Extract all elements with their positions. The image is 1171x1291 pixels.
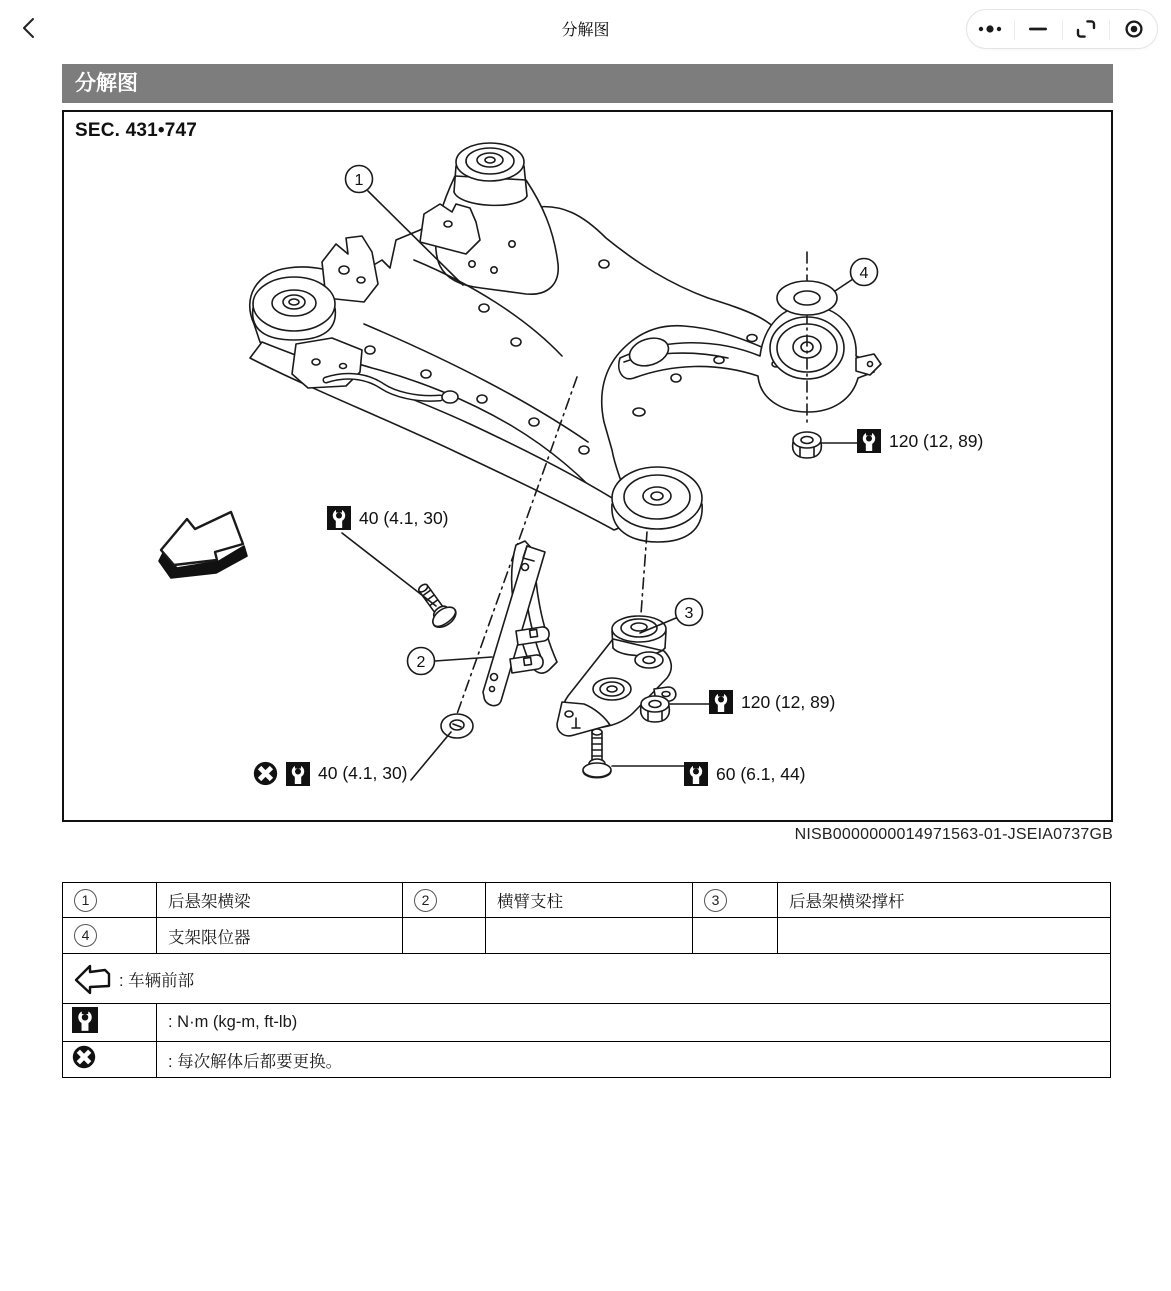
callout-2: 2 — [416, 654, 426, 671]
table-row — [63, 883, 1111, 918]
more-dots-icon — [977, 23, 1003, 35]
vehicle-front-arrow-icon — [159, 512, 247, 578]
exploded-diagram-panel — [62, 110, 1113, 822]
part-number-cell — [693, 918, 778, 954]
record-target-icon — [1122, 17, 1146, 41]
window-capsule — [966, 9, 1158, 49]
part-number-cell — [63, 883, 157, 918]
part-name-cell: 横臂支柱 — [486, 883, 693, 918]
part-number-cell — [403, 883, 486, 918]
legend-icon-cell — [63, 1042, 157, 1078]
torque-label-1 — [327, 506, 449, 530]
torque-value: 40 (4.1, 30) — [318, 763, 408, 783]
legend-row-replace — [63, 1042, 1111, 1078]
torque-label-2 — [857, 429, 983, 453]
part-name-cell: 后悬架横梁撑杆 — [778, 883, 1111, 918]
part-number-cell — [63, 918, 157, 954]
torque-wrench-icon — [684, 762, 708, 786]
callout-3: 3 — [684, 605, 694, 622]
window-title: 分解图 — [561, 22, 610, 39]
part-name-cell — [486, 918, 693, 954]
torque-value: 60 (6.1, 44) — [716, 763, 806, 784]
part-number-cell — [693, 883, 778, 918]
torque-value: 40 (4.1, 30) — [359, 507, 449, 528]
restore-window-button[interactable] — [1063, 10, 1110, 48]
torque-wrench-icon — [286, 762, 310, 786]
legend-text-cell: : 每次解体后都要更换。 — [157, 1042, 1111, 1078]
callout-4: 4 — [859, 265, 869, 282]
legend-text: : 车辆前部 — [119, 971, 195, 990]
torque-value: 120 (12, 89) — [741, 691, 836, 712]
legend-text-cell: : N·m (kg-m, ft-lb) — [157, 1004, 1111, 1042]
torque-wrench-icon — [327, 506, 351, 530]
circled-number: 4 — [74, 924, 97, 947]
torque-label-3 — [709, 690, 835, 714]
parts-table — [62, 882, 1111, 1078]
section-header: 分解图 — [62, 64, 1113, 103]
restore-window-icon — [1074, 17, 1098, 41]
document-code: NISB0000000014971563-01-JSEIA0737GB — [794, 826, 1113, 843]
section-code-label: SEC. 431•747 — [75, 120, 198, 141]
callout-1: 1 — [354, 172, 364, 189]
replace-icon — [72, 1045, 96, 1069]
torque-wrench-icon — [709, 690, 733, 714]
minimize-button[interactable] — [1015, 10, 1062, 48]
record-target-button[interactable] — [1110, 10, 1157, 48]
legend-icon-cell — [63, 1004, 157, 1042]
circled-number: 3 — [704, 889, 727, 912]
legend-row-front — [63, 954, 1111, 1004]
vehicle-front-arrow-icon — [72, 961, 112, 997]
subframe-exploded-drawing — [64, 112, 1111, 820]
window-titlebar — [0, 0, 1171, 57]
part-name-cell — [778, 918, 1111, 954]
part-name-cell: 支架限位器 — [157, 918, 403, 954]
more-button[interactable] — [967, 10, 1014, 48]
part-name-cell: 后悬架横梁 — [157, 883, 403, 918]
torque-wrench-icon — [857, 429, 881, 453]
torque-wrench-icon — [72, 1007, 98, 1033]
minimize-icon — [1029, 26, 1047, 32]
replace-icon — [253, 761, 278, 786]
torque-label-5 — [253, 761, 408, 786]
circled-number: 2 — [414, 889, 437, 912]
circled-number: 1 — [74, 889, 97, 912]
part-number-cell — [403, 918, 486, 954]
legend-cell — [63, 954, 1111, 1004]
legend-row-torque — [63, 1004, 1111, 1042]
torque-value: 120 (12, 89) — [889, 430, 984, 451]
torque-label-4 — [684, 762, 806, 786]
table-row — [63, 918, 1111, 954]
